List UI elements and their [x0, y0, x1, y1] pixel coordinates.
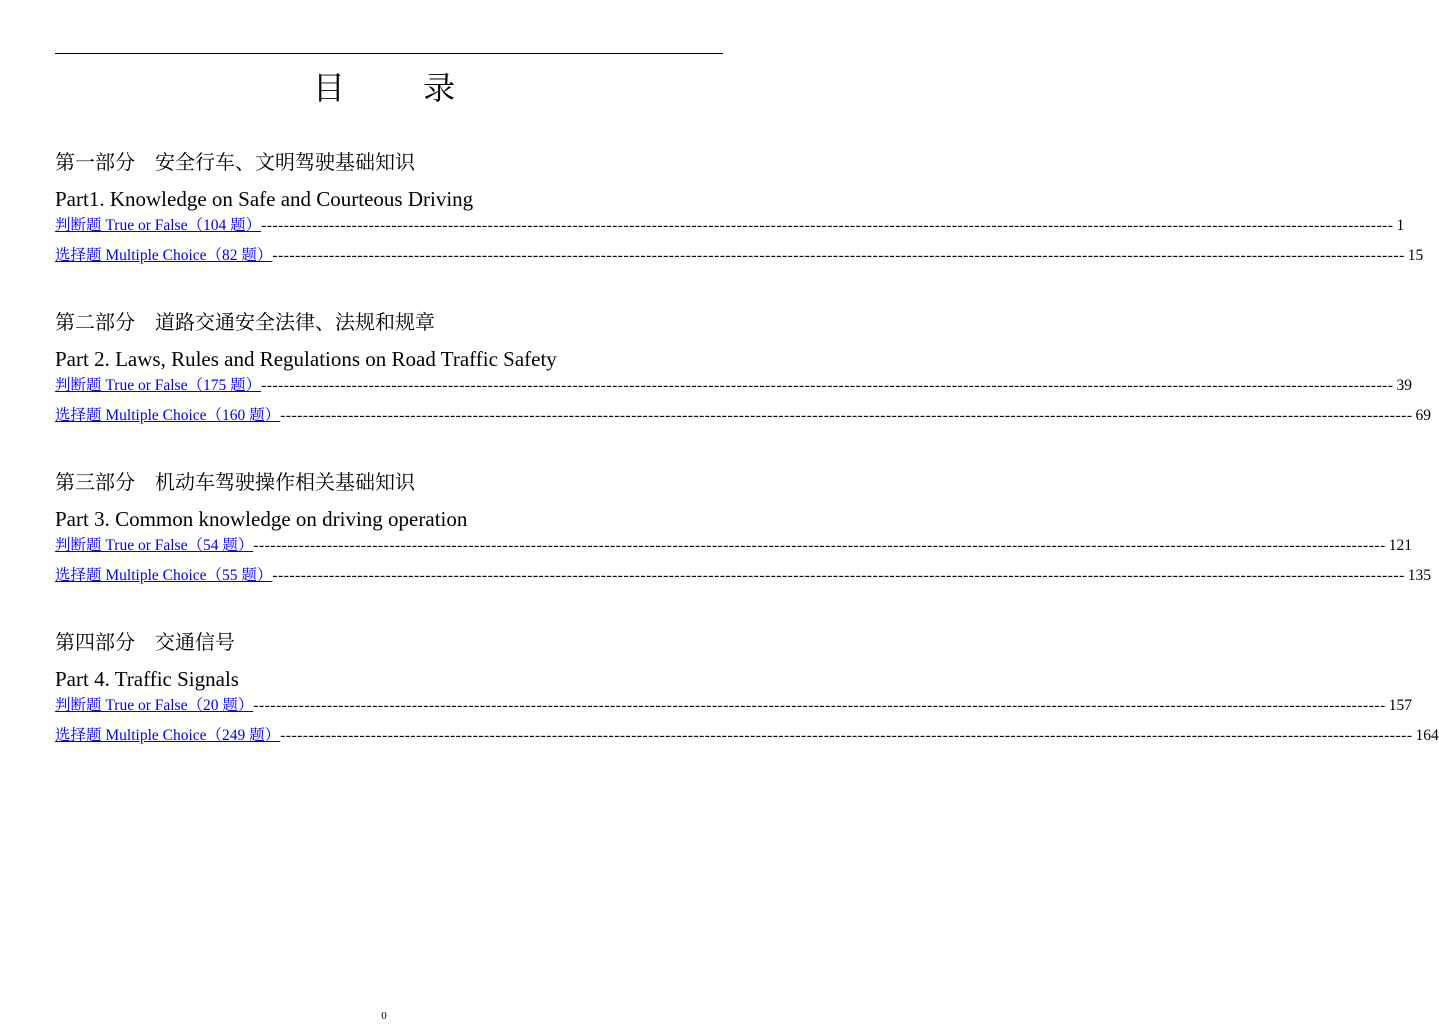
dot-leader: --------------------------------------------------------------------------------------------------------------------------------------------------------------------------------------------------------	[280, 407, 1413, 424]
dot-leader: --------------------------------------------------------------------------------------------------------------------------------------------------------------------------------------------------------	[280, 727, 1413, 744]
toc-page-number: 121	[1388, 537, 1412, 554]
header-rule	[55, 53, 723, 54]
dot-leader: --------------------------------------------------------------------------------------------------------------------------------------------------------------------------------------------------------	[253, 697, 1386, 714]
toc-title: 目 录	[312, 69, 490, 107]
toc-entry-link[interactable]: 判断题 True or False（54 题）	[55, 537, 254, 554]
toc-page-number: 1	[1396, 217, 1405, 234]
toc-entry-true-false[interactable]	[55, 216, 1405, 236]
section-cn-title: 第一部分 安全行车、文明驾驶基础知识	[55, 150, 415, 174]
dot-leader: --------------------------------------------------------------------------------------------------------------------------------------------------------------------------------------------------------	[261, 377, 1394, 394]
toc-page-number: 15	[1407, 247, 1424, 264]
section-cn-title: 第三部分 机动车驾驶操作相关基础知识	[55, 470, 415, 494]
toc-entry-link[interactable]: 判断题 True or False（104 题）	[55, 217, 262, 234]
section-cn-title: 第四部分 交通信号	[55, 630, 235, 654]
toc-entry-link[interactable]: 选择题 Multiple Choice（82 题）	[55, 247, 273, 264]
toc-page-number: 69	[1415, 407, 1431, 424]
toc-entry-multiple-choice[interactable]	[55, 726, 1439, 746]
dot-leader: --------------------------------------------------------------------------------------------------------------------------------------------------------------------------------------------------------	[272, 567, 1405, 584]
toc-entry-true-false[interactable]	[55, 536, 1412, 556]
toc-entry-true-false[interactable]	[55, 696, 1412, 716]
dot-leader: --------------------------------------------------------------------------------------------------------------------------------------------------------------------------------------------------------	[272, 247, 1405, 264]
toc-section-4	[55, 628, 1439, 746]
section-en-title: Part 2. Laws, Rules and Regulations on Road Traffic Safety	[55, 347, 557, 371]
toc-section-2	[55, 308, 1431, 426]
toc-page-number: 164	[1415, 727, 1439, 744]
toc-page-number: 39	[1396, 377, 1412, 394]
toc-page-number: 157	[1388, 697, 1412, 714]
footer-page-number: 0	[381, 1010, 387, 1022]
section-en-title: Part1. Knowledge on Safe and Courteous Driving	[55, 187, 474, 211]
section-en-title: Part 3. Common knowledge on driving operation	[55, 507, 468, 531]
section-cn-title: 第二部分 道路交通安全法律、法规和规章	[55, 310, 435, 334]
dot-leader: --------------------------------------------------------------------------------------------------------------------------------------------------------------------------------------------------------	[261, 217, 1394, 234]
toc-entry-link[interactable]: 判断题 True or False（20 题）	[55, 697, 254, 714]
toc-entry-link[interactable]: 选择题 Multiple Choice（160 题）	[55, 407, 281, 424]
toc-section-1	[55, 148, 1424, 266]
toc-entry-link[interactable]: 判断题 True or False（175 题）	[55, 377, 262, 394]
toc-entry-link[interactable]: 选择题 Multiple Choice（249 题）	[55, 727, 281, 744]
toc-entry-multiple-choice[interactable]	[55, 566, 1431, 586]
dot-leader: --------------------------------------------------------------------------------------------------------------------------------------------------------------------------------------------------------	[253, 537, 1386, 554]
toc-page-number: 135	[1407, 567, 1431, 584]
toc-entry-multiple-choice[interactable]	[55, 406, 1431, 426]
toc-entry-multiple-choice[interactable]	[55, 246, 1424, 266]
toc-entry-true-false[interactable]	[55, 376, 1412, 396]
toc-entry-link[interactable]: 选择题 Multiple Choice（55 题）	[55, 567, 273, 584]
section-en-title: Part 4. Traffic Signals	[55, 667, 239, 691]
toc-section-3	[55, 468, 1431, 586]
